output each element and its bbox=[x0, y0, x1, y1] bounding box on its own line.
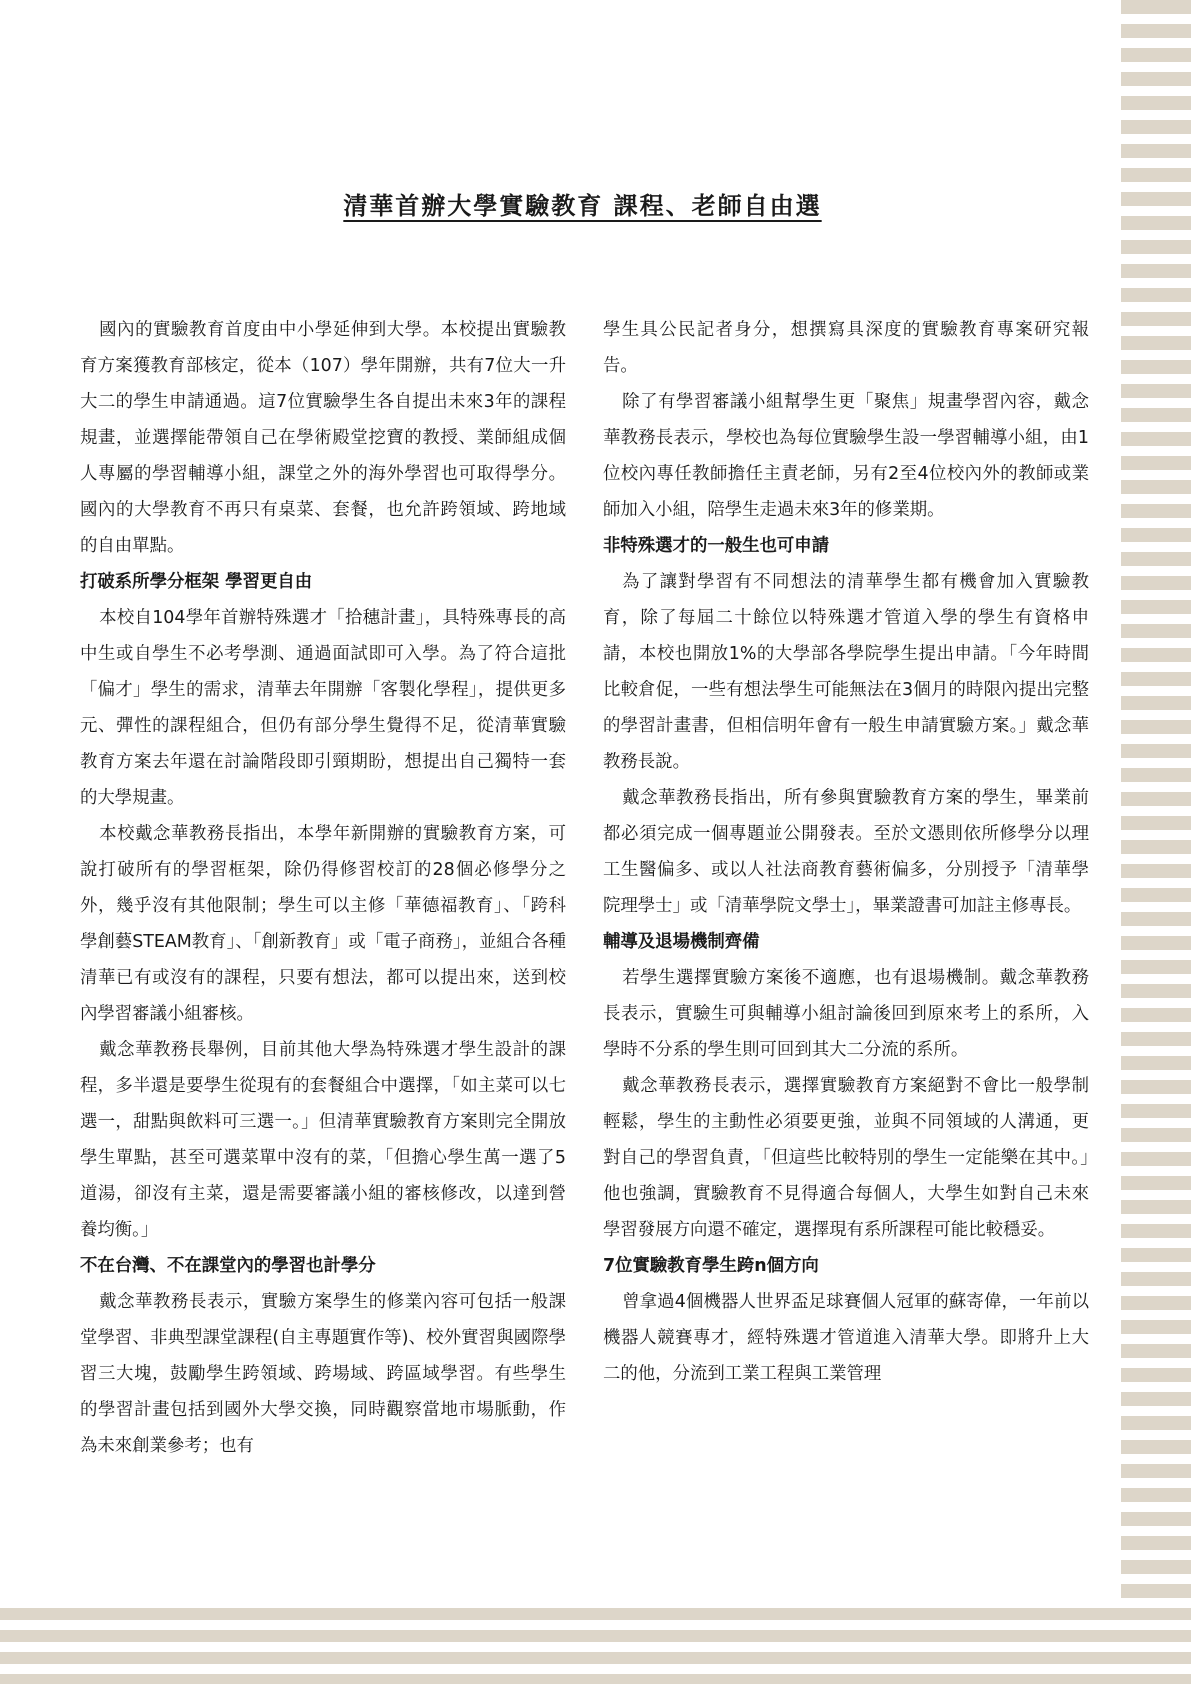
article-title-text: 清華首辦大學實驗教育 課程、老師自由選 bbox=[343, 191, 822, 220]
paragraph: 曾拿過4個機器人世界盃足球賽個人冠軍的蘇寄偉，一年前以機器人競賽專才，經特殊選才管道進入清華大學。即將升上大二的他，分流到工業工程與工業管理 bbox=[603, 1292, 1089, 1384]
paragraph: 戴念華教務長表示，實驗方案學生的修業內容可包括一般課堂學習、非典型課堂課程(自主專題實作等)、校外實習與國際學習三大塊，鼓勵學生跨領域、跨場域、跨區域學習。有些學生的學習計畫包括到國外大學交換，同時觀察當地市場脈動，作為未來創業參考；也有 bbox=[80, 1292, 566, 1456]
section-heading: 7位實驗教育學生跨n個方向 bbox=[603, 1256, 819, 1276]
section-heading: 打破系所學分框架 學習更自由 bbox=[80, 572, 313, 592]
section-heading: 不在台灣、不在課堂內的學習也計學分 bbox=[80, 1256, 376, 1276]
paragraph: 戴念華教務長指出，所有參與實驗教育方案的學生，畢業前都必須完成一個專題並公開發表。至於文憑則依所修學分以理工生醫偏多、或以人社法商教育藝術偏多，分別授予「清華學院理學士」或「清華學院文學士」，畢業證書可加註主修專長。 bbox=[603, 788, 1089, 916]
decorative-stripes-bottom bbox=[0, 1608, 1191, 1684]
paragraph: 為了讓對學習有不同想法的清華學生都有機會加入實驗教育，除了每屆二十餘位以特殊選才管道入學的學生有資格申請，本校也開放1%的大學部各學院學生提出申請。「今年時間比較倉促，一些有想法學生可能無法在3個月的時限內提出完整的學習計畫書，但相信明年會有一般生申請實驗方案。」戴念華教務長說。 bbox=[603, 572, 1089, 772]
paragraph: 若學生選擇實驗方案後不適應，也有退場機制。戴念華教務長表示，實驗生可與輔導小組討論後回到原來考上的系所，入學時不分系的學生則可回到其大二分流的系所。 bbox=[603, 968, 1089, 1060]
paragraph: 國內的實驗教育首度由中小學延伸到大學。本校提出實驗教育方案獲教育部核定，從本（107）學年開辦，共有7位大一升大二的學生申請通過。這7位實驗學生各自提出未來3年的課程規畫，並選擇能帶領自己在學術殿堂挖寶的教授、業師組成個人專屬的學習輔導小組，課堂之外的海外學習也可取得學分。國內的大學教育不再只有桌菜、套餐，也允許跨領域、跨地域的自由單點。 bbox=[80, 320, 566, 556]
article-title bbox=[0, 186, 1165, 221]
section-heading: 輔導及退場機制齊備 bbox=[603, 932, 760, 952]
section-heading: 非特殊選才的一般生也可申請 bbox=[603, 536, 830, 556]
paragraph: 除了有學習審議小組幫學生更「聚焦」規畫學習內容，戴念華教務長表示，學校也為每位實驗學生設一學習輔導小組，由1位校內專任教師擔任主責老師，另有2至4位校內外的教師或業師加入小組，陪學生走過未來3年的修業期。 bbox=[603, 392, 1089, 520]
paragraph: 本校戴念華教務長指出，本學年新開辦的實驗教育方案，可說打破所有的學習框架，除仍得修習校訂的28個必修學分之外，幾乎沒有其他限制；學生可以主修「華德福教育」、「跨科學創藝STEAM教育」、「創新教育」或「電子商務」，並組合各種清華已有或沒有的課程，只要有想法，都可以提出來，送到校內學習審議小組審核。 bbox=[80, 824, 566, 1024]
paragraph: 戴念華教務長表示，選擇實驗教育方案絕對不會比一般學制輕鬆，學生的主動性必須要更強，並與不同領域的人溝通，更對自己的學習負責，「但這些比較特別的學生一定能樂在其中。」他也強調，實驗教育不見得適合每個人，大學生如對自己未來學習發展方向還不確定，選擇現有系所課程可能比較穩妥。 bbox=[603, 1076, 1089, 1240]
paragraph-continued: 學生具公民記者身分，想撰寫具深度的實驗教育專案研究報告。 bbox=[603, 320, 1089, 376]
right-column bbox=[603, 312, 1089, 1392]
paragraph: 戴念華教務長舉例，目前其他大學為特殊選才學生設計的課程，多半還是要學生從現有的套餐組合中選擇，「如主菜可以七選一，甜點與飲料可三選一。」但清華實驗教育方案則完全開放學生單點，甚至可選菜單中沒有的菜，「但擔心學生萬一選了5道湯，卻沒有主菜，還是需要審議小組的審核修改，以達到營養均衡。」 bbox=[80, 1040, 566, 1240]
left-column bbox=[80, 312, 566, 1464]
paragraph: 本校自104學年首辦特殊選才「拾穗計畫」，具特殊專長的高中生或自學生不必考學測、通過面試即可入學。為了符合這批「偏才」學生的需求，清華去年開辦「客製化學程」，提供更多元、彈性的課程組合，但仍有部分學生覺得不足，從清華實驗教育方案去年還在討論階段即引頸期盼，想提出自己獨特一套的大學規畫。 bbox=[80, 608, 566, 808]
decorative-stripes-right bbox=[1121, 0, 1191, 1600]
